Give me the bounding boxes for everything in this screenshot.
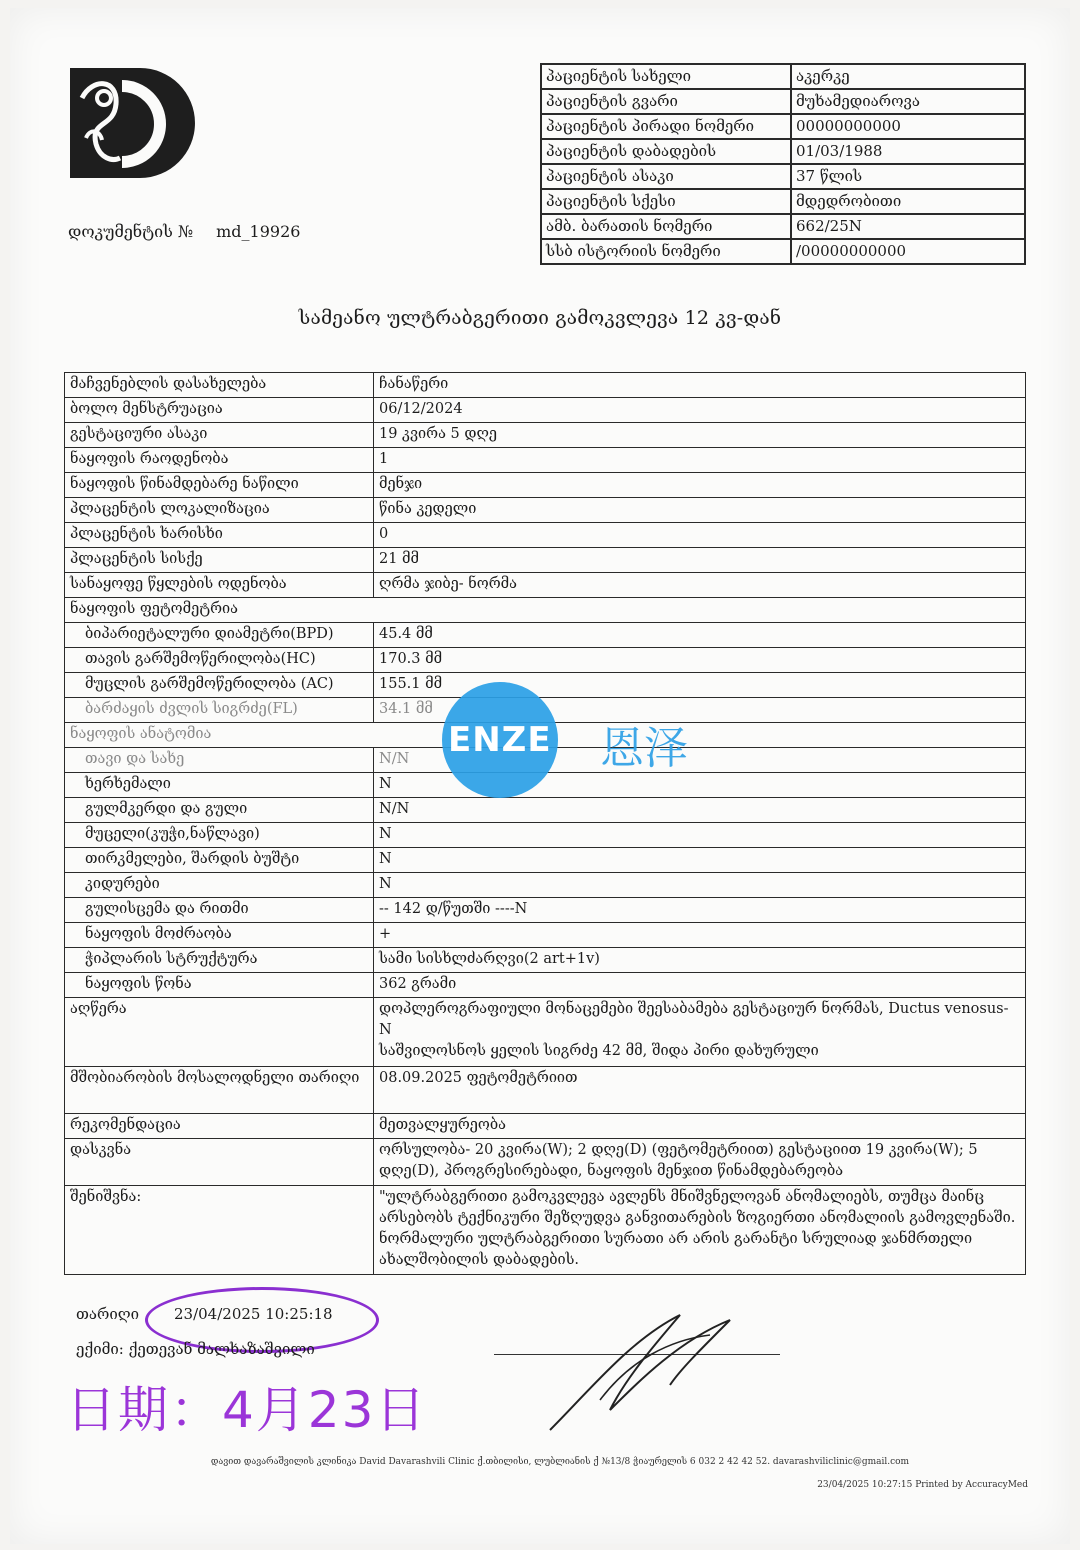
exam-label: ბოლო მენსტრუაცია [65, 398, 374, 423]
exam-value: 170.3 მმ [374, 648, 1026, 673]
section-heading: ნაყოფის ფეტომეტრია [65, 598, 1026, 623]
footer-printed: 23/04/2025 10:27:15 Printed by AccuracyMed [817, 1480, 1028, 1490]
watermark-latin: ENZE [448, 720, 552, 760]
patient-info-label: პაციენტის გვარი [541, 89, 791, 114]
exam-label: მუცელი(კუჭი,ნაწლავი) [65, 823, 374, 848]
exam-value: 0 [374, 523, 1026, 548]
patient-info-label: ამბ. ბარათის ნომერი [541, 214, 791, 239]
patient-info-label: პაციენტის ასაკი [541, 164, 791, 189]
exam-label: ნაყოფის რაოდენობა [65, 448, 374, 473]
signature-icon [530, 1300, 760, 1450]
patient-info-label: პაციენტის პირადი ნომერი [541, 114, 791, 139]
exam-value: 21 მმ [374, 548, 1026, 573]
patient-info-label: პაციენტის სქესი [541, 189, 791, 214]
patient-info-label: სსბ ისტორიის ნომერი [541, 239, 791, 264]
exam-value: N/N [374, 798, 1026, 823]
table-row [65, 623, 1026, 648]
document-number-value: md_19926 [216, 222, 301, 241]
table-row [65, 923, 1026, 948]
table-row [541, 139, 1025, 164]
patient-info-value: 37 წლის [791, 164, 1025, 189]
patient-info-value: /00000000000 [791, 239, 1025, 264]
table-row [65, 823, 1026, 848]
exam-label: პლაცენტის ხარისხი [65, 523, 374, 548]
table-row [541, 239, 1025, 264]
table-row [65, 948, 1026, 973]
exam-label: ნაყოფის წინამდებარე ნაწილი [65, 473, 374, 498]
exam-label: თავის გარშემოწერილობა(HC) [65, 648, 374, 673]
exam-label: გესტაციური ასაკი [65, 423, 374, 448]
exam-label: თირკმელები, შარდის ბუშტი [65, 848, 374, 873]
exam-value: 45.4 მმ [374, 623, 1026, 648]
exam-value: "ულტრაბგერითი გამოკვლევა ავლენს მნიშვნელოვან ანომალიებს, თუმცა მაინც არსებობს ტექნიკური შეზღუდვა განვითარების ზოგიერთი ანომალიის გამოვლენაში. ნორმალური ულტრაბგერითი სურათი არ არის გარანტი სრულიად ჯანმრთელი ახალშობილის დაბადების. [374, 1186, 1026, 1275]
exam-value: მენჯი [374, 473, 1026, 498]
patient-info-label: პაციენტის სახელი [541, 64, 791, 89]
exam-table [64, 372, 1026, 1275]
exam-label: კიდურები [65, 873, 374, 898]
table-row [65, 523, 1026, 548]
table-row [65, 848, 1026, 873]
exam-value: ორსულობა- 20 კვირა(W); 2 დღე(D) (ფეტომეტრიით) გესტაციით 19 კვირა(W); 5 დღე(D), პროგრესირებადი, ნაყოფის მენჯით წინამდებარეობა [374, 1139, 1026, 1186]
table-row [65, 973, 1026, 998]
table-row [65, 573, 1026, 598]
table-row [541, 114, 1025, 139]
exam-label: მაჩვენებლის დასახელება [65, 373, 374, 398]
exam-value: ჩანაწერი [374, 373, 1026, 398]
exam-value: + [374, 923, 1026, 948]
exam-label: ხერხემალი [65, 773, 374, 798]
exam-label: თავი და სახე [65, 748, 374, 773]
exam-label: ბარძაყის ძვლის სიგრძე(FL) [65, 698, 374, 723]
exam-label: ბიპარიეტალური დიამეტრი(BPD) [65, 623, 374, 648]
document-number-label: დოკუმენტის № [68, 222, 194, 241]
description-text-2: საშვილოსნოს ყელის სიგრძე 42 მმ, შიდა პირი დახურული [379, 1043, 819, 1059]
table-row [65, 1186, 1026, 1275]
table-row [65, 448, 1026, 473]
table-row [65, 1139, 1026, 1186]
exam-value: 1 [374, 448, 1026, 473]
exam-value: N [374, 773, 1026, 798]
description-text: დოპლეროგრაფიული მონაცემები შეესაბამება გესტაციურ ნორმას, Ductus venosus-N [379, 1001, 1009, 1038]
exam-value: 155.1 მმ [374, 673, 1026, 698]
exam-label: სანაყოფე წყლების ოდენობა [65, 573, 374, 598]
table-row [65, 373, 1026, 398]
exam-value: წინა კედელი [374, 498, 1026, 523]
exam-label: აღწერა [65, 998, 374, 1067]
patient-info-value: 00000000000 [791, 114, 1025, 139]
exam-value: 06/12/2024 [374, 398, 1026, 423]
exam-value: 34.1 მმ [374, 698, 1026, 723]
page-title: სამეანო ულტრაბგერითი გამოკვლევა 12 კვ-დან [298, 307, 782, 329]
date-annotation: 日期：4月23日 [66, 1381, 428, 1439]
table-row [65, 998, 1026, 1067]
table-row [65, 873, 1026, 898]
table-row [541, 64, 1025, 89]
exam-value [374, 998, 1026, 1067]
date-label: თარიღი [76, 1305, 140, 1323]
exam-value: 08.09.2025 ფეტომეტრიით [374, 1067, 1026, 1114]
exam-label: პლაცენტის სისქე [65, 548, 374, 573]
exam-label: ჭიპლარის სტრუქტურა [65, 948, 374, 973]
section-heading: ნაყოფის ანატომია [65, 723, 1026, 748]
exam-label: ნაყოფის წონა [65, 973, 374, 998]
patient-info-value: 662/25N [791, 214, 1025, 239]
exam-label: გულმკერდი და გული [65, 798, 374, 823]
footer-clinic-line: დავით დავარაშვილის კლინიკა David Davarashvili Clinic ქ.თბილისი, ლუბლიანის ქ №13/8 ჭიაურელის 6 032 2 42 42 52. davarashviliclinic@gmail.com [210, 1457, 910, 1467]
patient-info-value: მუხამედიაროვა [791, 89, 1025, 114]
table-row [541, 214, 1025, 239]
table-row [65, 1067, 1026, 1114]
table-row [65, 648, 1026, 673]
exam-label: შენიშვნა: [65, 1186, 374, 1275]
section-row [65, 598, 1026, 623]
doctor-name: ექიმი: ქეთევან მალხაზაშვილი [76, 1340, 315, 1358]
exam-label: პლაცენტის ლოკალიზაცია [65, 498, 374, 523]
table-row [65, 498, 1026, 523]
table-row [541, 89, 1025, 114]
exam-value: N [374, 848, 1026, 873]
exam-value: N [374, 873, 1026, 898]
clinic-logo-icon [60, 58, 200, 188]
date-value: 23/04/2025 10:25:18 [174, 1305, 333, 1323]
exam-value: N/N [374, 748, 1026, 773]
watermark [442, 682, 702, 802]
exam-value: -- 142 დ/წუთში ----N [374, 898, 1026, 923]
exam-value: 362 გრამი [374, 973, 1026, 998]
patient-info-label: პაციენტის დაბადების [541, 139, 791, 164]
exam-label: გულისცემა და რითმი [65, 898, 374, 923]
table-row [65, 473, 1026, 498]
table-row [541, 164, 1025, 189]
patient-info-value: მდედრობითი [791, 189, 1025, 214]
exam-value: მეთვალყურეობა [374, 1114, 1026, 1139]
table-row [65, 898, 1026, 923]
exam-label: რეკომენდაცია [65, 1114, 374, 1139]
date-line [76, 1305, 333, 1323]
exam-value: ღრმა ჯიბე- ნორმა [374, 573, 1026, 598]
table-row [65, 398, 1026, 423]
exam-label: მშობიარობის მოსალოდნელი თარიღი [65, 1067, 374, 1114]
exam-label: მუცლის გარშემოწერილობა (AC) [65, 673, 374, 698]
table-row [65, 548, 1026, 573]
table-row [65, 1114, 1026, 1139]
exam-label: დასკვნა [65, 1139, 374, 1186]
exam-label: ნაყოფის მოძრაობა [65, 923, 374, 948]
patient-info-value: 01/03/1988 [791, 139, 1025, 164]
watermark-chinese: 恩泽 [600, 723, 688, 774]
table-row [541, 189, 1025, 214]
patient-info-value: აკერკე [791, 64, 1025, 89]
exam-value: N [374, 823, 1026, 848]
document-number [68, 222, 300, 241]
patient-info-table [540, 63, 1026, 265]
table-row [65, 423, 1026, 448]
exam-value: 19 კვირა 5 დღე [374, 423, 1026, 448]
exam-value: სამი სისხლძარღვი(2 art+1v) [374, 948, 1026, 973]
